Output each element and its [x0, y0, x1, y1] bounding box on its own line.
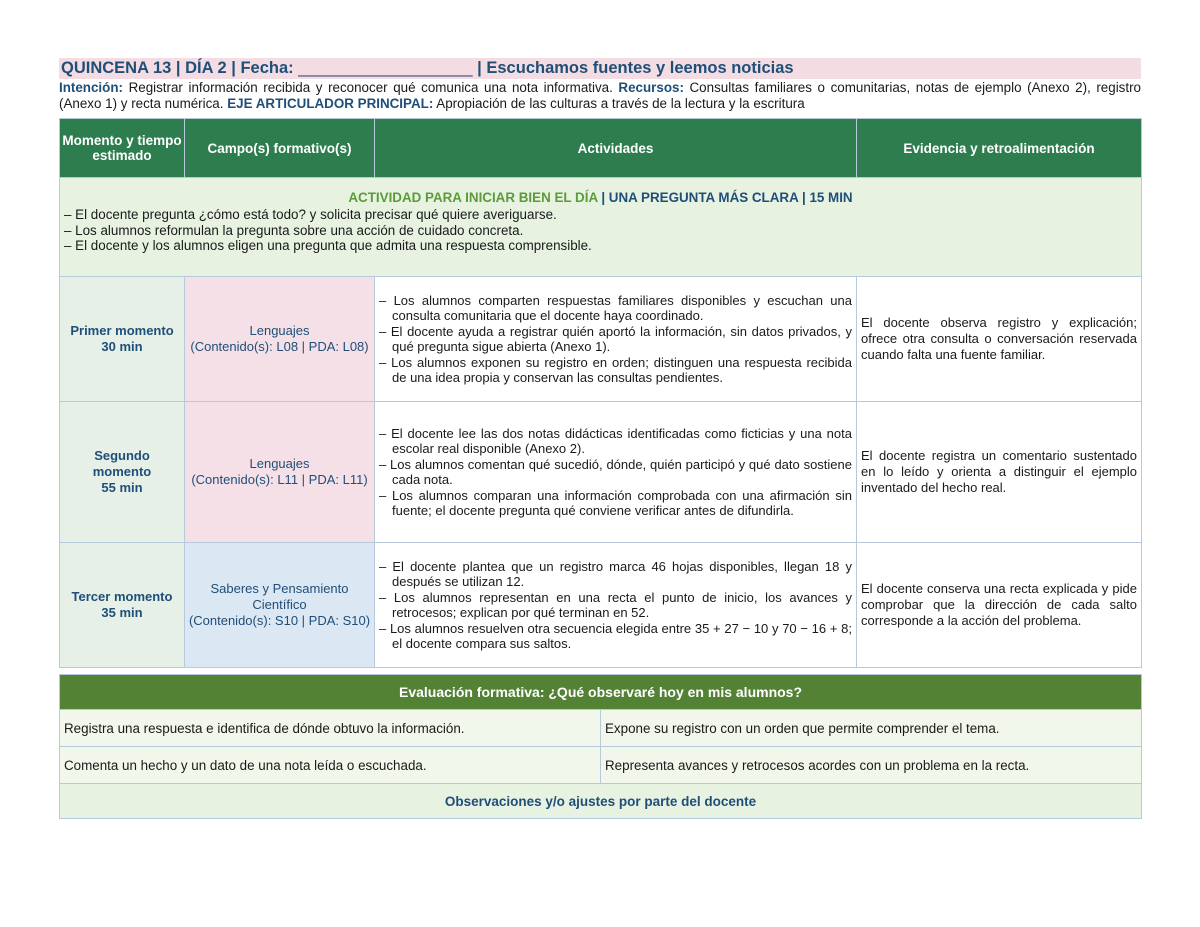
table-header-row	[60, 119, 1142, 178]
page-title	[59, 58, 1141, 79]
evaluation-header: Evaluación formativa: ¿Qué observaré hoy en mis alumnos?	[60, 675, 1142, 710]
intent-paragraph	[59, 80, 1141, 112]
activity-item: – El docente ayuda a registrar quién aportó la información, sin datos privados, y qué pregunta sigue abierta (Anexo 1).	[379, 323, 852, 354]
evaluation-header-row	[60, 675, 1142, 710]
start-line: – El docente y los alumnos eligen una pregunta que admita una respuesta comprensible.	[64, 238, 592, 253]
start-activity-cell	[60, 178, 1142, 277]
campo-cell	[185, 402, 375, 543]
start-activity-row	[60, 178, 1142, 277]
evaluation-row	[60, 710, 1142, 747]
activities-cell	[375, 277, 857, 402]
moment-label: Segundo momento 55 min	[92, 448, 152, 495]
campo-label: Saberes y Pensamiento Científico (Contenido(s): S10 | PDA: S10)	[188, 581, 371, 628]
lesson-plan-page	[59, 58, 1141, 819]
header-campo: Campo(s) formativo(s)	[185, 119, 375, 178]
table-row	[60, 402, 1142, 543]
moment-label: Tercer momento 35 min	[71, 589, 173, 620]
header-activities: Actividades	[375, 119, 857, 178]
date-blank: ___________________	[298, 59, 473, 77]
evidence-cell: El docente conserva una recta explicada y pide comprobar que la dirección de cada salto corresponde a la acción del problema.	[857, 543, 1142, 668]
activities-cell	[375, 543, 857, 668]
evaluation-cell: Representa avances y retrocesos acordes con un problema en la recta.	[601, 747, 1142, 784]
moment-cell	[60, 277, 185, 402]
moment-cell	[60, 402, 185, 543]
campo-label: Lenguajes (Contenido(s): L11 | PDA: L11)	[191, 456, 368, 487]
activity-item: – El docente lee las dos notas didácticas identificadas como ficticias y una nota escolar real disponible (Anexo 2).	[379, 425, 852, 456]
evidence-cell: El docente observa registro y explicación; ofrece otra consulta o conversación reservada cuando falta una fuente familiar.	[857, 277, 1142, 402]
title-part1: QUINCENA 13 | DÍA 2 | Fecha:	[61, 59, 299, 77]
observations-row	[60, 784, 1142, 819]
activity-item: – Los alumnos representan en una recta el punto de inicio, los avances y retrocesos; explican por qué terminan en 52.	[379, 589, 852, 620]
title-part2: | Escuchamos fuentes y leemos noticias	[472, 59, 794, 77]
activities-cell	[375, 402, 857, 543]
header-evidence: Evidencia y retroalimentación	[857, 119, 1142, 178]
campo-cell	[185, 277, 375, 402]
moment-label: Primer momento 30 min	[70, 323, 174, 354]
activity-item: – Los alumnos comparten respuestas familiares disponibles y escuchan una consulta comunitaria que el docente haya coordinado.	[379, 292, 852, 323]
start-line: – El docente pregunta ¿cómo está todo? y solicita precisar qué quiere averiguarse.	[64, 207, 557, 222]
observations-label: Observaciones y/o ajustes por parte del docente	[60, 784, 1142, 819]
intent-label: Intención:	[59, 80, 123, 95]
moment-cell	[60, 543, 185, 668]
table-row	[60, 277, 1142, 402]
axis-text: Apropiación de las culturas a través de la lectura y la escritura	[433, 96, 805, 111]
start-activity-title	[64, 190, 1137, 205]
activity-item: – Los alumnos comentan qué sucedió, dónde, quién participó y qué dato sostiene cada nota.	[379, 456, 852, 487]
evaluation-cell: Expone su registro con un orden que permite comprender el tema.	[601, 710, 1142, 747]
axis-label: EJE ARTICULADOR PRINCIPAL:	[227, 96, 434, 111]
activities-table	[59, 118, 1142, 668]
evidence-cell: El docente registra un comentario sustentado en lo leído y orienta a distinguir el ejemplo inventado del hecho real.	[857, 402, 1142, 543]
activity-item: – El docente plantea que un registro marca 46 hojas disponibles, llegan 18 y después se utilizan 12.	[379, 558, 852, 589]
start-title-green: ACTIVIDAD PARA INICIAR BIEN EL DÍA	[348, 190, 598, 205]
start-title-blue: | UNA PREGUNTA MÁS CLARA | 15 MIN	[597, 190, 853, 205]
activity-item: – Los alumnos resuelven otra secuencia elegida entre 35 + 27 − 10 y 70 − 16 + 8; el docente compara sus saltos.	[379, 620, 852, 651]
start-line: – Los alumnos reformulan la pregunta sobre una acción de cuidado concreta.	[64, 222, 524, 238]
table-row	[60, 543, 1142, 668]
campo-label: Lenguajes (Contenido(s): L08 | PDA: L08)	[190, 323, 369, 354]
campo-cell	[185, 543, 375, 668]
intent-text: Registrar información recibida y reconocer qué comunica una nota informativa.	[122, 80, 619, 95]
resources-label: Recursos:	[618, 80, 684, 95]
evaluation-table	[59, 674, 1142, 819]
header-moment: Momento y tiempo estimado	[60, 119, 185, 178]
evaluation-cell: Registra una respuesta e identifica de dónde obtuvo la información.	[60, 710, 601, 747]
activity-item: – Los alumnos exponen su registro en orden; distinguen una respuesta recibida de una idea propia y conservan las consultas pendientes.	[379, 354, 852, 385]
activity-item: – Los alumnos comparan una información comprobada con una afirmación sin fuente; el docente pregunta qué conviene verificar antes de difundirla.	[379, 487, 852, 518]
evaluation-cell: Comenta un hecho y un dato de una nota leída o escuchada.	[60, 747, 601, 784]
evaluation-row	[60, 747, 1142, 784]
resources-text: Consultas familiares o comunitarias, notas de ejemplo (Anexo 2), registro (Anexo 1) y recta numérica.	[59, 80, 1142, 111]
